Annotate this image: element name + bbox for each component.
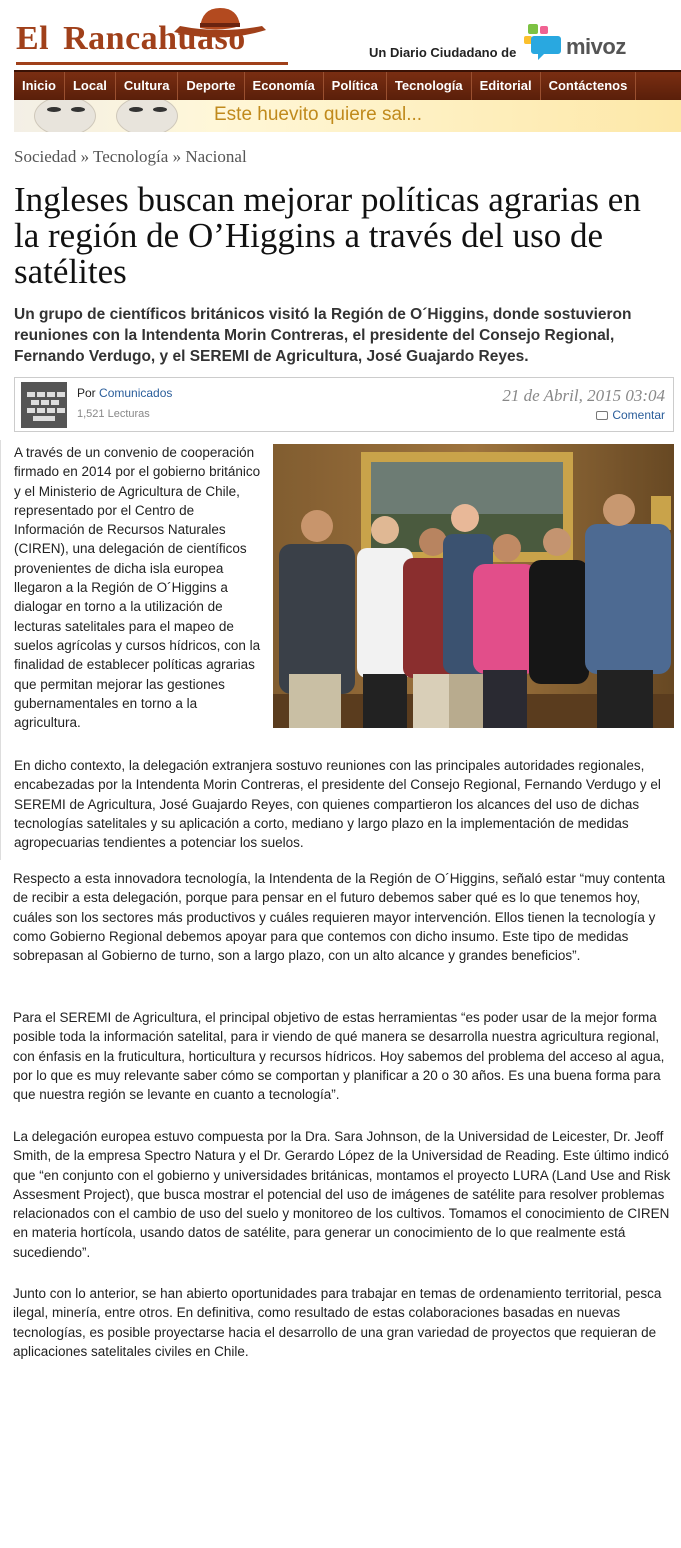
site-header	[0, 0, 681, 70]
read-count: 1,521 Lecturas	[77, 408, 150, 420]
tagline: Un Diario Ciudadano de	[369, 45, 517, 60]
article-paragraph: Para el SEREMI de Agricultura, el principal objetivo de estas herramientas “es poder usar de la mejor forma posible toda la información satelital, para ir viendo de qué manera se desarrolla nuestra agricultura regional, con énfasis en la fruticultura, horticultura y recursos hídricos. Hoy sabemos del problema del acceso al agua, por lo que es muy relevante saber cómo se comportan y planificar a 20 o 30 años. Es una buena forma para que nuestra región se levante en cuanto a tecnología”.	[13, 1010, 665, 1103]
site-logo[interactable]	[16, 20, 246, 58]
publish-date: 21 de Abril, 2015 03:04	[502, 386, 665, 405]
article-paragraph: Respecto a esta innovadora tecnología, la Intendenta de la Región de O´Higgins, señaló estar “muy contenta de recibir a esta delegación, porque para pensar en el futuro debemos saber qué es lo que tenemos hoy, cuáles son los sectores más productivos y cuáles requieren mayor intervención. Ellos tienen la tecnología y como Gobierno Regional debemos apoyar para que contemos con dicho insumo. Este tipo de medidas sobrepasan al Gobierno de turno, son a largo plazo, con un alto alcance y grandes beneficios”.	[13, 871, 666, 964]
logo-name: Rancahuaso	[63, 20, 246, 57]
mivoz-link[interactable]: mivoz	[566, 34, 626, 59]
article-paragraph: Junto con lo anterior, se han abierto oportunidades para trabajar en temas de ordenamiento territorial, pesca ilegal, minería, entre otros. En definitiva, como resultado de estas colaboraciones basadas en nuevas tecnologías, es posible proyectarse hacia el desarrollo de una gran variedad de proyectos que requieran de aplicaciones satelitales civiles en Chile.	[13, 1286, 662, 1359]
logo-el: El	[16, 20, 50, 57]
breadcrumb-separator: »	[80, 147, 90, 166]
logo-underline	[16, 62, 288, 65]
breadcrumb-sociedad[interactable]: Sociedad	[14, 147, 77, 166]
nav-item-politica[interactable]: Política	[324, 72, 387, 100]
comment-link[interactable]	[596, 408, 665, 422]
nav-item-deporte[interactable]: Deporte	[178, 72, 244, 100]
left-border	[0, 440, 1, 860]
mivoz-logo-icon[interactable]	[522, 22, 562, 62]
article-paragraph: A través de un convenio de cooperación firmado en 2014 por el gobierno británico y el Ministerio de Agricultura de Chile, representado por el Centro de Información de Recursos Naturales (CIREN), una delegación de científicos provenientes de dicha isla europea llegaron a la Región de O´Higgins a dialogar en torno a la utilización de lecturas satelitales para el mapeo de suelos agrícolas y cursos hídricos, con la finalidad de establecer políticas agrarias que permitan mejorar las gestiones gubernamentales en torno a la agricultura.	[14, 445, 261, 731]
by-label: Por	[77, 386, 96, 400]
breadcrumb	[14, 147, 247, 167]
breadcrumb-separator: »	[172, 147, 182, 166]
article-paragraph: En dicho contexto, la delegación extranjera sostuvo reuniones con las principales autoridades regionales, encabezadas por la Intendenta Morin Contreras, el presidente del Consejo Regional, Fernando Verdugo y el SEREMI de Agricultura, José Guajardo Reyes, con quienes compartieron los alcances del uso de dichas tecnologías satelitales y su aplicación a corto, mediano y largo plazo en la implementación de medidas agropecuarias tendientes a potenciar los suelos.	[14, 758, 661, 851]
nav-item-local[interactable]: Local	[65, 72, 116, 100]
byline	[77, 386, 172, 400]
breadcrumb-nacional[interactable]: Nacional	[185, 147, 247, 166]
banner-text: Este huevito quiere sal...	[214, 104, 423, 125]
nav-item-cultura[interactable]: Cultura	[116, 72, 179, 100]
egg-illustration	[34, 100, 96, 132]
banner-ad[interactable]	[14, 100, 681, 132]
comment-label: Comentar	[612, 408, 665, 422]
nav-item-inicio[interactable]: Inicio	[14, 72, 65, 100]
article-photo[interactable]	[273, 444, 674, 728]
nav-item-contactenos[interactable]: Contáctenos	[541, 72, 637, 100]
egg-illustration	[116, 100, 178, 132]
article-lead: Un grupo de científicos británicos visitó la Región de O´Higgins, donde sostuvieron reuniones con la Intendenta Morin Contreras, el presidente del Consejo Regional, Fernando Verdugo, y el SEREMI de Agricultura, José Guajardo Reyes.	[14, 306, 632, 365]
main-nav	[14, 70, 681, 100]
breadcrumb-tecnologia[interactable]: Tecnología	[93, 147, 169, 166]
comment-icon	[596, 411, 608, 420]
nav-item-tecnologia[interactable]: Tecnología	[387, 72, 472, 100]
author-link[interactable]: Comunicados	[99, 386, 173, 400]
article-meta	[14, 377, 674, 432]
article-title: Ingleses buscan mejorar políticas agrarias en la región de O’Higgins a través del uso de satélites	[14, 180, 641, 291]
nav-item-editorial[interactable]: Editorial	[472, 72, 541, 100]
nav-item-economia[interactable]: Economía	[245, 72, 324, 100]
author-avatar[interactable]	[21, 382, 67, 428]
article-paragraph: La delegación europea estuvo compuesta por la Dra. Sara Johnson, de la Universidad de Leicester, Dr. Jeoff Smith, de la empresa Spectro Natura y el Dr. Gerardo López de la Universidad de Reading. Este último indicó que “en conjunto con el gobierno y universidades británicas, montamos el proyecto LURA (Land Use and Risk Assesment Project), que busca mostrar el potencial del uso de imágenes de satélite para resolver problemas relacionados con el cambio de uso del suelo y monitoreo de los cultivos. Tomamos el conocimiento de CIREN en materia hortícola, usando datos de satélite, para generar un conocimiento de lo que realmente está sucediendo”.	[13, 1129, 671, 1260]
